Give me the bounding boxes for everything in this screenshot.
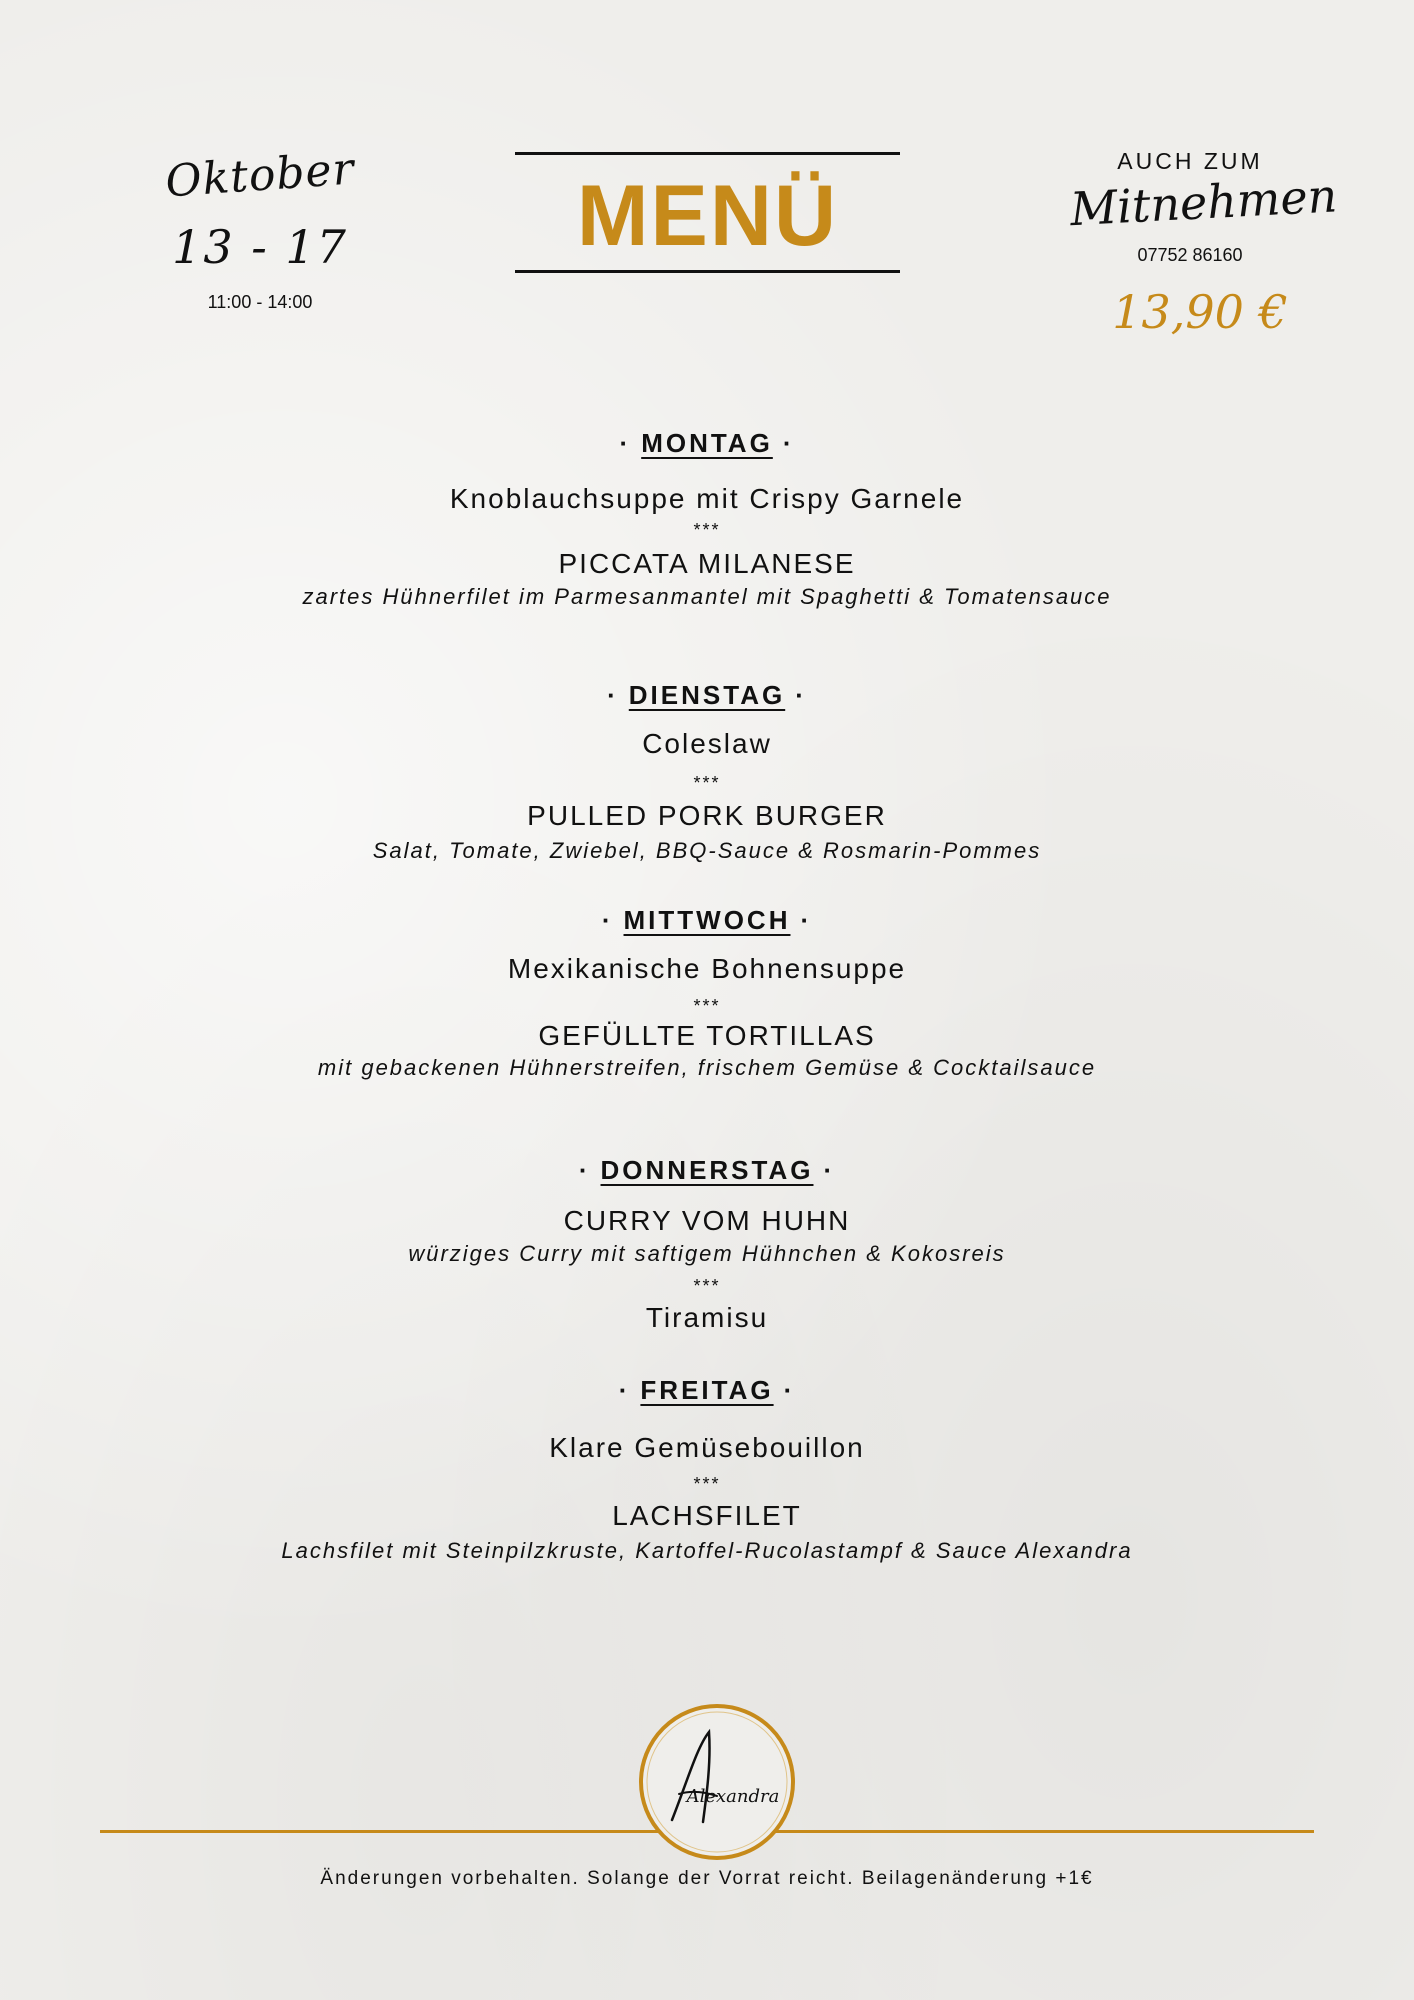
restaurant-logo bbox=[637, 1702, 797, 1862]
bullet: · bbox=[618, 1375, 631, 1405]
dessert: Tiramisu bbox=[645, 1302, 769, 1333]
main-dish: PULLED PORK BURGER bbox=[527, 800, 887, 831]
page-title: MENÜ bbox=[576, 168, 839, 264]
bullet: · bbox=[601, 905, 614, 935]
phone-number: 07752 86160 bbox=[1137, 245, 1243, 265]
svg-text:Alexandra: Alexandra bbox=[686, 1786, 780, 1807]
main-dish-description: zartes Hühnerfilet im Parmesanmantel mit Spaghetti & Tomatensauce bbox=[302, 584, 1112, 609]
bullet: · bbox=[782, 428, 795, 458]
separator: *** bbox=[693, 1276, 721, 1296]
bullet: · bbox=[607, 680, 619, 710]
day-heading-mittwoch bbox=[0, 905, 1414, 936]
main-dish-description: mit gebackenen Hühnerstreifen, frischem Gemüse & Cocktailsauce bbox=[317, 1055, 1097, 1080]
main-dish-description: würziges Curry mit saftigem Hühnchen & Kokosreis bbox=[408, 1241, 1006, 1266]
separator: *** bbox=[693, 520, 721, 540]
starter: Mexikanische Bohnensuppe bbox=[507, 953, 907, 984]
takeaway-script: Mitnehmen bbox=[1068, 168, 1339, 237]
main-dish-description: Salat, Tomate, Zwiebel, BBQ-Sauce & Rosmarin-Pommes bbox=[372, 838, 1042, 863]
bullet: · bbox=[800, 905, 813, 935]
starter: Klare Gemüsebouillon bbox=[549, 1432, 865, 1463]
day-heading-dienstag bbox=[0, 680, 1414, 711]
opening-hours: 11:00 - 14:00 bbox=[207, 292, 313, 312]
separator: *** bbox=[693, 996, 721, 1016]
month-label: Oktober bbox=[163, 143, 357, 208]
menu-price: 13,90 € bbox=[1112, 285, 1288, 339]
main-dish: PICCATA MILANESE bbox=[558, 548, 856, 579]
bullet: · bbox=[783, 1375, 796, 1405]
day-heading-donnerstag bbox=[0, 1155, 1414, 1186]
bullet: · bbox=[578, 1155, 591, 1185]
bullet: · bbox=[823, 1155, 836, 1185]
date-range: 13 - 17 bbox=[172, 220, 348, 274]
separator: *** bbox=[693, 1474, 721, 1494]
day-heading-freitag bbox=[0, 1375, 1414, 1406]
footer-note: Änderungen vorbehalten. Solange der Vorrat reicht. Beilagenänderung +1€ bbox=[320, 1868, 1094, 1889]
starter: Knoblauchsuppe mit Crispy Garnele bbox=[449, 483, 965, 514]
day-heading-montag bbox=[0, 428, 1414, 459]
day-name: FREITAG bbox=[640, 1375, 774, 1405]
day-name: DIENSTAG bbox=[628, 680, 786, 710]
day-name: MITTWOCH bbox=[623, 905, 791, 935]
main-dish: GEFÜLLTE TORTILLAS bbox=[538, 1020, 876, 1051]
separator: *** bbox=[693, 773, 721, 793]
takeaway-label: AUCH ZUM bbox=[1117, 148, 1263, 174]
title-rule-bottom bbox=[515, 270, 900, 273]
title-rule-top bbox=[515, 152, 900, 155]
bullet: · bbox=[795, 680, 807, 710]
day-name: DONNERSTAG bbox=[600, 1155, 814, 1185]
main-dish-description: Lachsfilet mit Steinpilzkruste, Kartoffel-Rucolastampf & Sauce Alexandra bbox=[281, 1538, 1133, 1563]
starter: Coleslaw bbox=[642, 728, 772, 759]
day-name: MONTAG bbox=[641, 428, 773, 458]
main-dish: CURRY VOM HUHN bbox=[563, 1205, 851, 1236]
main-dish: LACHSFILET bbox=[612, 1500, 802, 1531]
bullet: · bbox=[619, 428, 632, 458]
